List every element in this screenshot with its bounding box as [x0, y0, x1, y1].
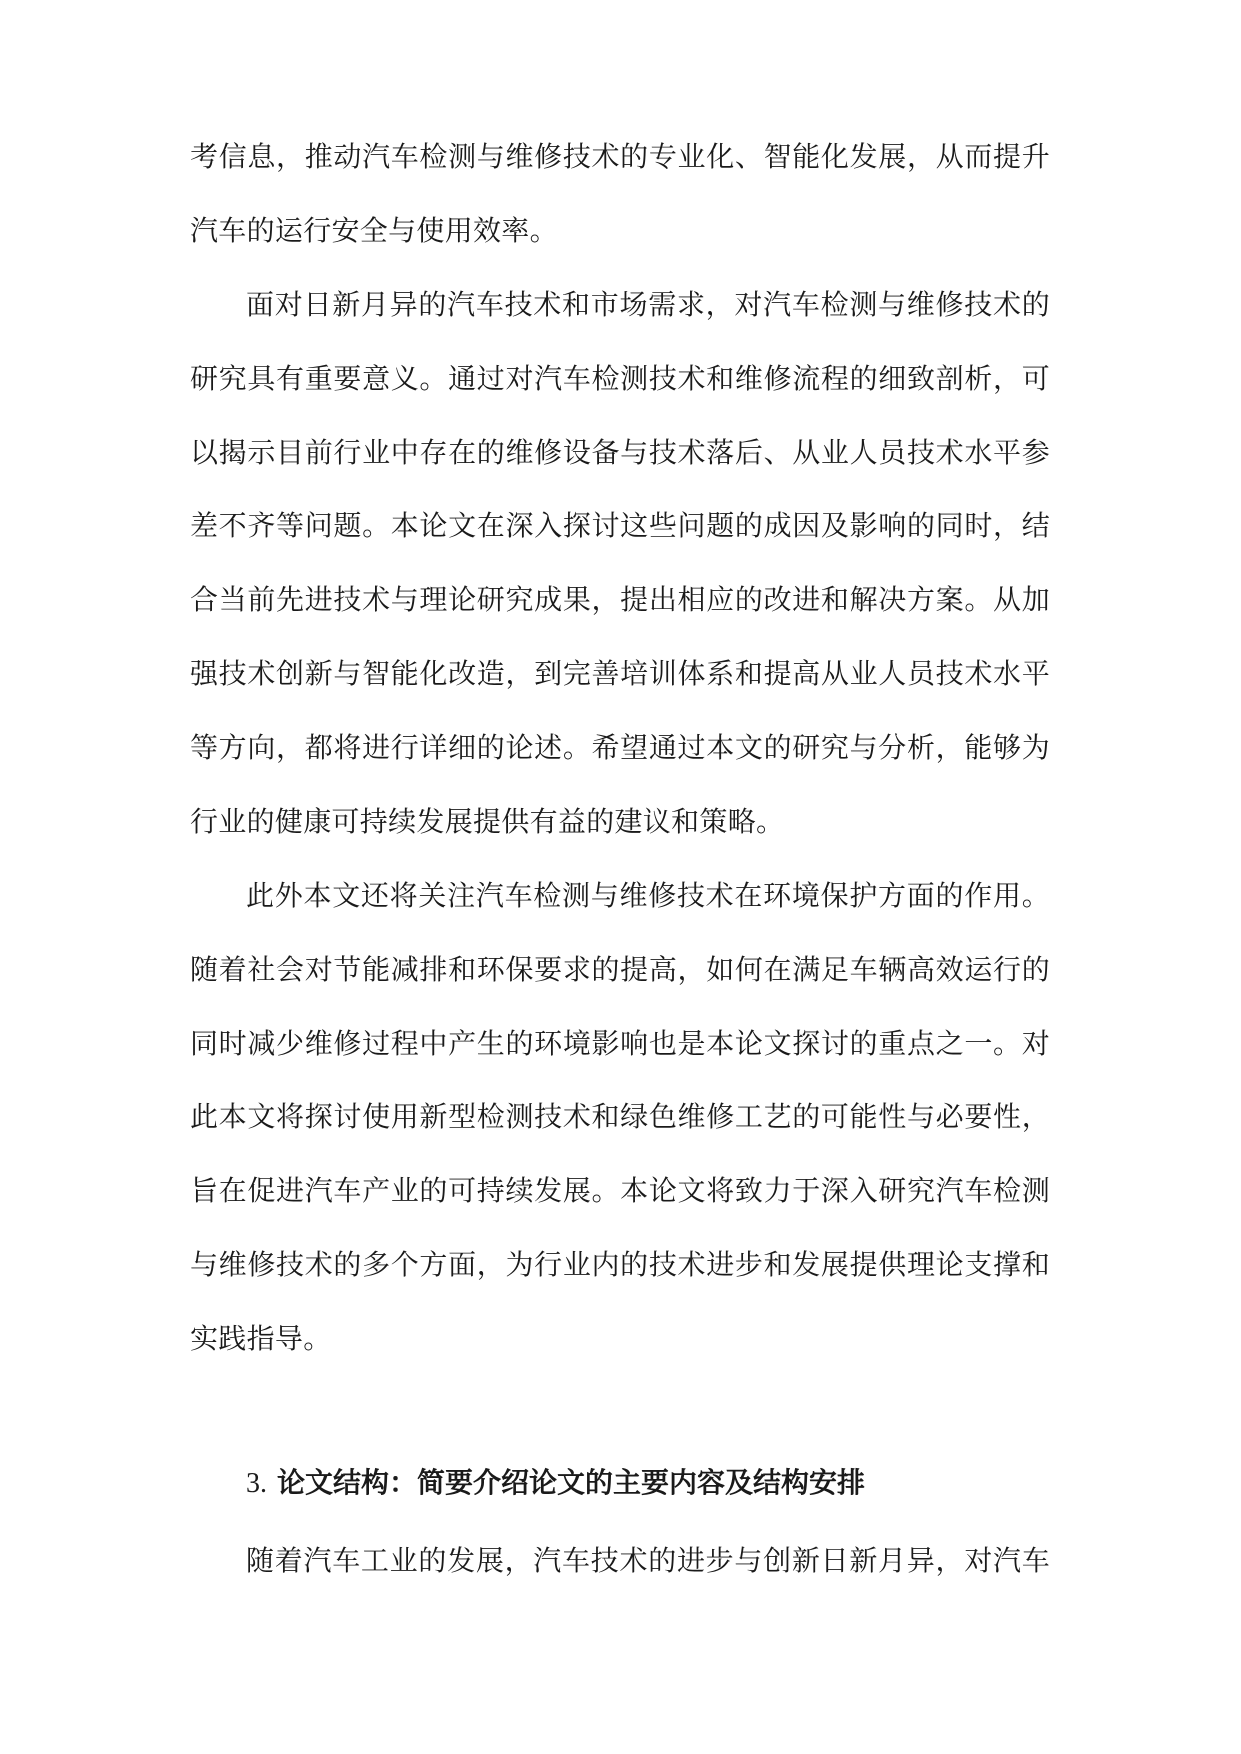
- text-line: 以揭示目前行业中存在的维修设备与技术落后、从业人员技术水平参: [190, 435, 1050, 469]
- paragraph-structure-start: [190, 1524, 1050, 1598]
- section-title: 论文结构：简要介绍论文的主要内容及结构安排: [277, 1466, 866, 1499]
- paragraph-environmental-protection: [190, 859, 1050, 1376]
- text-line: 考信息，推动汽车检测与维修技术的专业化、智能化发展，从而提升: [190, 140, 1050, 173]
- text-line: 同时减少维修过程中产生的环境影响也是本论文探讨的重点之一。对: [190, 1026, 1050, 1060]
- paragraph-intro-continuation: [190, 120, 1050, 268]
- text-line: 面对日新月异的汽车技术和市场需求，对汽车检测与维修技术的: [246, 288, 1050, 321]
- text-line: 差不齐等问题。本论文在深入探讨这些问题的成因及影响的同时，结: [190, 509, 1050, 543]
- text-line: 研究具有重要意义。通过对汽车检测技术和维修流程的细致剖析，可: [190, 361, 1050, 395]
- text-line: 强技术创新与智能化改造，到完善培训体系和提高从业人员技术水平: [190, 656, 1050, 690]
- text-line: 与维修技术的多个方面，为行业内的技术进步和发展提供理论支撑和: [190, 1247, 1050, 1281]
- text-line: 等方向，都将进行详细的论述。希望通过本文的研究与分析，能够为: [190, 730, 1050, 764]
- section-heading: [246, 1458, 865, 1509]
- text-line: 实践指导。: [190, 1321, 332, 1355]
- text-line: 合当前先进技术与理论研究成果，提出相应的改进和解决方案。从加: [190, 583, 1050, 617]
- text-line: 此本文将探讨使用新型检测技术和绿色维修工艺的可能性与必要性，: [190, 1100, 1050, 1134]
- text-line: 此外本文还将关注汽车检测与维修技术在环境保护方面的作用。: [246, 879, 1050, 912]
- text-line: 汽车的运行安全与使用效率。: [190, 213, 558, 247]
- text-line: 随着汽车工业的发展，汽车技术的进步与创新日新月异，对汽车: [246, 1544, 1050, 1577]
- text-line: 旨在促进汽车产业的可持续发展。本论文将致力于深入研究汽车检测: [190, 1174, 1050, 1208]
- section-number: 3.: [246, 1468, 267, 1499]
- text-line: 行业的健康可持续发展提供有益的建议和策略。: [190, 804, 785, 838]
- paragraph-research-significance: [190, 268, 1050, 858]
- text-line: 随着社会对节能减排和环保要求的提高，如何在满足车辆高效运行的: [190, 952, 1050, 986]
